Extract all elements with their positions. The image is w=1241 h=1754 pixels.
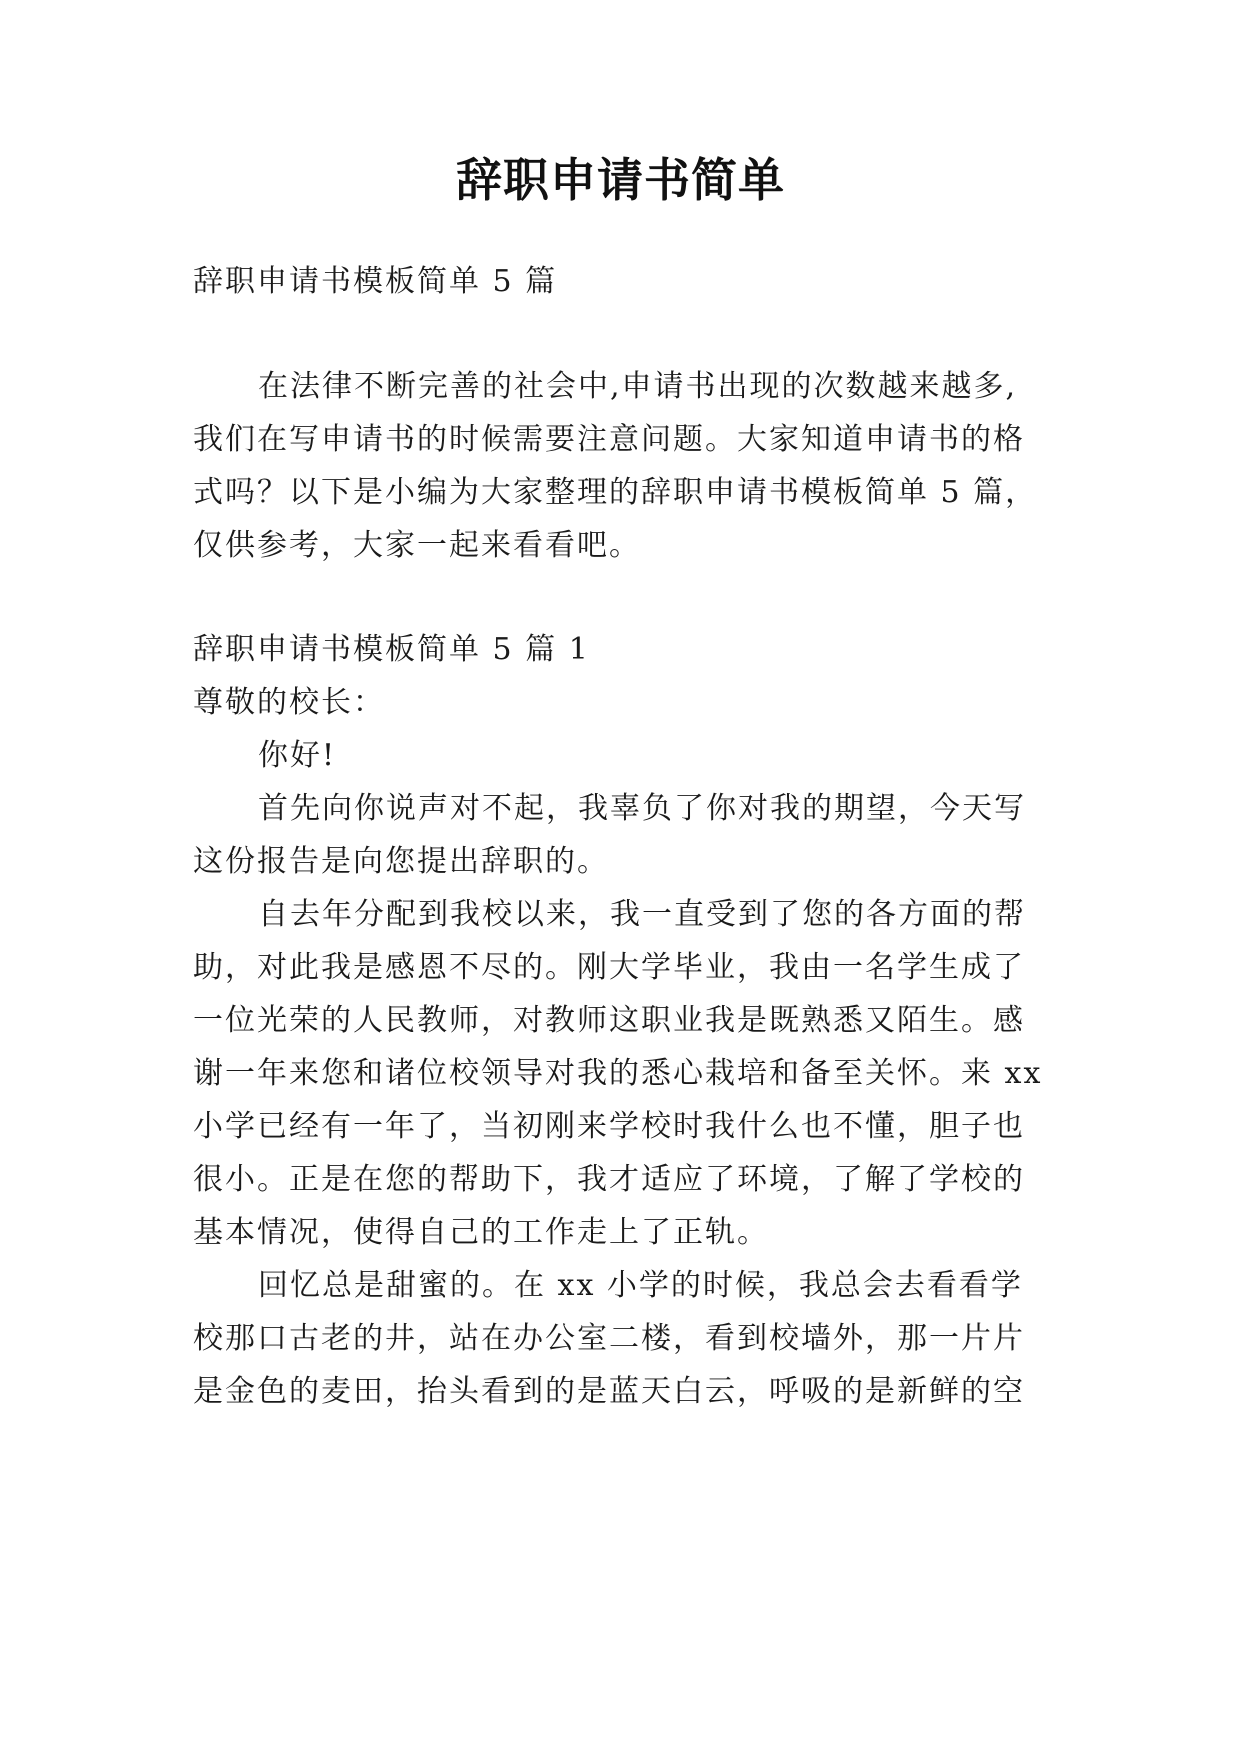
paragraph-line: 是金色的麦田，抬头看到的是蓝天白云，呼吸的是新鲜的空 — [193, 1374, 1025, 1409]
intro-line: 我们在写申请书的时候需要注意问题。大家知道申请书的格 — [193, 422, 1025, 457]
paragraph-line: 助，对此我是感恩不尽的。刚大学毕业，我由一名学生成了 — [193, 950, 1025, 985]
paragraph-line: 一位光荣的人民教师，对教师这职业我是既熟悉又陌生。感 — [193, 1003, 1025, 1038]
document-subtitle: 辞职申请书模板简单 5 篇 — [193, 264, 558, 299]
paragraph-line: 基本情况，使得自己的工作走上了正轨。 — [193, 1215, 769, 1250]
paragraph-line: 很小。正是在您的帮助下，我才适应了环境，了解了学校的 — [193, 1162, 1025, 1197]
paragraph-line: 回忆总是甜蜜的。在 xx 小学的时候，我总会去看看学 — [258, 1268, 1023, 1303]
section-heading: 辞职申请书模板简单 5 篇 1 — [193, 632, 590, 667]
document-title: 辞职申请书简单 — [456, 153, 785, 207]
intro-line: 仅供参考，大家一起来看看吧。 — [193, 528, 641, 563]
intro-line: 在法律不断完善的社会中,申请书出现的次数越来越多, — [258, 369, 1018, 404]
paragraph-line: 自去年分配到我校以来，我一直受到了您的各方面的帮 — [258, 897, 1026, 932]
intro-line: 式吗？以下是小编为大家整理的辞职申请书模板简单 5 篇， — [193, 475, 1038, 510]
greeting: 你好! — [258, 738, 337, 773]
paragraph-line: 谢一年来您和诸位校领导对我的悉心栽培和备至关怀。来 xx — [193, 1056, 1043, 1091]
salutation: 尊敬的校长： — [193, 685, 385, 720]
paragraph-line: 校那口古老的井，站在办公室二楼，看到校墙外，那一片片 — [193, 1321, 1025, 1356]
paragraph-line: 首先向你说声对不起，我辜负了你对我的期望，今天写 — [258, 791, 1026, 826]
paragraph-line: 小学已经有一年了，当初刚来学校时我什么也不懂，胆子也 — [193, 1109, 1025, 1144]
paragraph-line: 这份报告是向您提出辞职的。 — [193, 844, 609, 879]
